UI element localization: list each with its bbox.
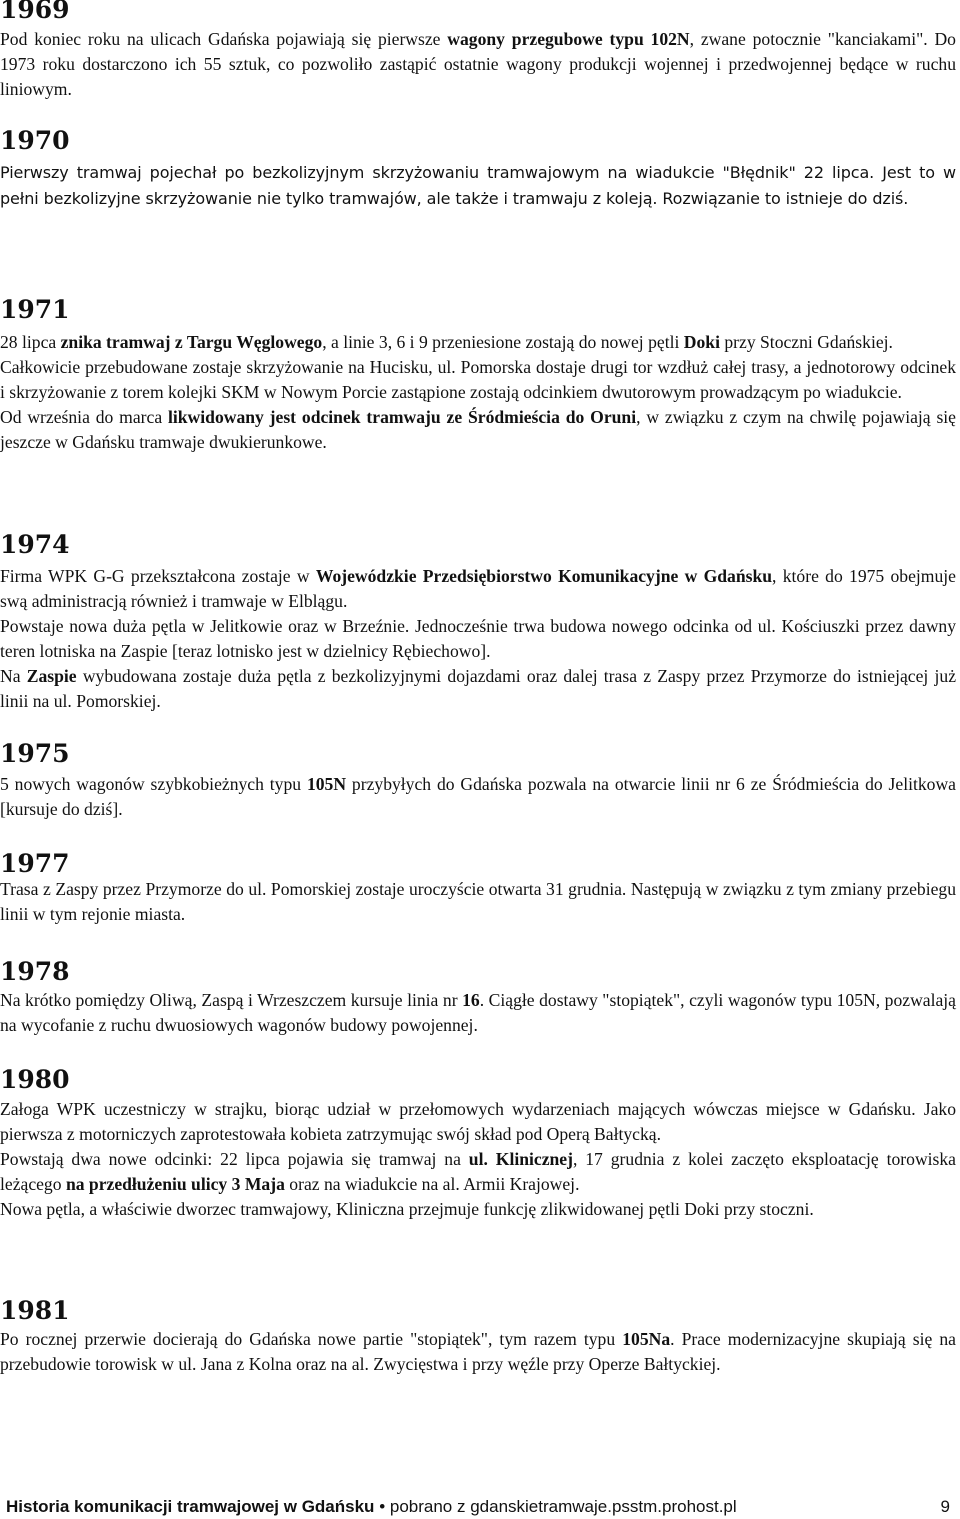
text-run: , 17 grudnia z kolei zaczęto eksploatację torowiska leżącego bbox=[0, 1149, 956, 1194]
year-heading: 1975 bbox=[0, 739, 70, 768]
year-heading: 1978 bbox=[0, 957, 70, 986]
text-run: . Prace modernizacyjne skupiają się na przebudowie torowisk w ul. Jana z Kolna oraz na al. Zwycięstwa i przy węźle przy Operze Bałtyckiej. bbox=[0, 1329, 956, 1374]
paragraph bbox=[0, 1327, 956, 1377]
year-heading: 1981 bbox=[0, 1296, 70, 1325]
bold-run: ul. Klinicznej bbox=[468, 1149, 573, 1169]
bold-run: wagony przegubowe typu 102N bbox=[447, 29, 690, 49]
section-1977 bbox=[0, 850, 956, 927]
paragraph bbox=[0, 27, 956, 102]
paragraph bbox=[0, 405, 956, 455]
text-run: . Ciągłe dostawy "stopiątek", czyli wagonów typu 105N, pozwalają na wycofanie z ruchu dwuosiowych wagonów budowy powojennej. bbox=[0, 990, 956, 1035]
page-footer bbox=[6, 1496, 950, 1518]
text-run: Na krótko pomiędzy Oliwą, Zaspą i Wrzeszczem kursuje linia nr bbox=[0, 990, 463, 1010]
paragraph: Załoga WPK uczestniczy w strajku, biorąc udział w przełomowych wydarzeniach mających wówczas miejsce w Gdańsku. Jako pierwsza z motorniczych zaprotestowała kobieta zatrzymując swój skład pod Operą Bałtycką. bbox=[0, 1099, 956, 1144]
bold-run: na przedłużeniu ulicy 3 Maja bbox=[65, 1174, 285, 1194]
year-heading: 1970 bbox=[0, 126, 70, 155]
year-heading: 1974 bbox=[0, 530, 70, 559]
text-run: , w związku z czym na chwilę pojawiają się jeszcze w Gdańsku tramwaje dwukierunkowe. bbox=[0, 407, 956, 452]
paragraph: Trasa z Zaspy przez Przymorze do ul. Pomorskiej zostaje uroczyście otwarta 31 grudnia. Następują w związku z tym zmiany przebiegu linii w tym rejonie miasta. bbox=[0, 879, 956, 924]
text-run: Pod koniec roku na ulicach Gdańska pojawiają się pierwsze bbox=[0, 29, 448, 49]
text-run: wybudowana zostaje duża pętla z bezkolizyjnymi dojazdami oraz dalej trasa z Zaspy przez Przymorze do istniejącej już linii na ul. Pomorskiej. bbox=[0, 666, 956, 711]
paragraph: Nowa pętla, a właściwie dworzec tramwajowy, Kliniczna przejmuje funkcję zlikwidowanej pętli Doki przy stoczni. bbox=[0, 1199, 814, 1219]
footer-source: pobrano z gdanskietramwaje.psstm.prohost.pl bbox=[389, 1497, 737, 1516]
year-heading: 1977 bbox=[0, 849, 70, 878]
year-heading: 1980 bbox=[0, 1065, 70, 1094]
text-run: Na bbox=[0, 666, 27, 686]
bold-run: Doki bbox=[683, 332, 720, 352]
bold-run: Wojewódzkie Przedsiębiorstwo Komunikacyjne w Gdańsku bbox=[315, 566, 773, 586]
bold-run: 105N bbox=[306, 774, 347, 794]
paragraph bbox=[0, 1147, 956, 1197]
paragraph bbox=[0, 564, 956, 614]
section-1980 bbox=[0, 1066, 956, 1222]
section-1981 bbox=[0, 1297, 956, 1377]
bold-run: likwidowany jest odcinek tramwaju ze Śródmieścia do Oruni bbox=[168, 407, 637, 427]
page-number: 9 bbox=[940, 1497, 950, 1516]
paragraph: Całkowicie przebudowane zostaje skrzyżowanie na Hucisku, ul. Pomorska dostaje drugi tor wzdłuż całej trasy, a jednotorowy odcinek i skrzyżowanie z torem kolejki SKM w Nowym Porcie zastąpione zostają odcinkiem dwutorowym prowadzącym po wiadukcie. bbox=[0, 357, 956, 402]
footer-title: Historia komunikacji tramwajowej w Gdańsku bbox=[6, 1497, 375, 1516]
footer-separator: • bbox=[379, 1497, 386, 1516]
paragraph: Pierwszy tramwaj pojechał po bezkolizyjnym skrzyżowaniu tramwajowym na wiadukcie "Błędnik" 22 lipca. Jest to w pełni bezkolizyjne skrzyżowanie nie tylko tramwajów, ale także i tramwaju z koleją. Rozwiązanie to istnieje do dziś. bbox=[0, 163, 956, 208]
section-1978 bbox=[0, 958, 956, 1038]
section-1975 bbox=[0, 740, 956, 822]
bold-run: 105Na bbox=[622, 1329, 671, 1349]
text-run: Po rocznej przerwie docierają do Gdańska nowe partie "stopiątek", tym razem typu bbox=[0, 1329, 623, 1349]
text-run: przybyłych do Gdańska pozwala na otwarcie linii nr 6 ze Śródmieścia do Jelitkowa [kursuje do dziś]. bbox=[0, 774, 956, 819]
text-run: , które do 1975 obejmuje swą administracją również i tramwaje w Elblągu. bbox=[0, 566, 956, 611]
bold-run: znika tramwaj z Targu Węglowego bbox=[60, 332, 323, 352]
section-1974 bbox=[0, 531, 956, 714]
text-run: 5 nowych wagonów szybkobieżnych typu bbox=[0, 774, 307, 794]
paragraph: Powstaje nowa duża pętla w Jelitkowie oraz w Brzeźnie. Jednocześnie trwa budowa nowego odcinka od ul. Kościuszki przez dawny teren lotniska na Zaspie [teraz lotnisko jest w dzielnicy Rębiechowo]. bbox=[0, 616, 956, 661]
year-heading: 1971 bbox=[0, 295, 70, 324]
text-run: Firma WPK G-G przekształcona zostaje w bbox=[0, 566, 316, 586]
paragraph bbox=[0, 988, 956, 1038]
text-run: Od września do marca bbox=[0, 407, 168, 427]
text-run: Powstają dwa nowe odcinki: 22 lipca pojawia się tramwaj na bbox=[0, 1149, 469, 1169]
bold-run: Zaspie bbox=[26, 666, 77, 686]
section-1969 bbox=[0, 0, 956, 102]
bold-run: 16 bbox=[462, 990, 480, 1010]
year-heading: 1969 bbox=[0, 0, 70, 24]
paragraph bbox=[0, 772, 956, 822]
text-run: 28 lipca bbox=[0, 332, 61, 352]
text-run: , a linie 3, 6 i 9 przeniesione zostają do nowej pętli bbox=[322, 332, 684, 352]
text-run: oraz na wiadukcie na al. Armii Krajowej. bbox=[284, 1174, 580, 1194]
paragraph bbox=[0, 330, 956, 355]
paragraph bbox=[0, 664, 956, 714]
text-run: , zwane potocznie "kanciakami". Do 1973 roku dostarczono ich 55 sztuk, co pozwoliło zastąpić ostatnie wagony produkcji wojennej i przedwojennej będące w ruchu liniowym. bbox=[0, 29, 956, 99]
text-run: przy Stoczni Gdańskiej. bbox=[719, 332, 893, 352]
section-1970 bbox=[0, 127, 956, 211]
section-1971 bbox=[0, 296, 956, 455]
